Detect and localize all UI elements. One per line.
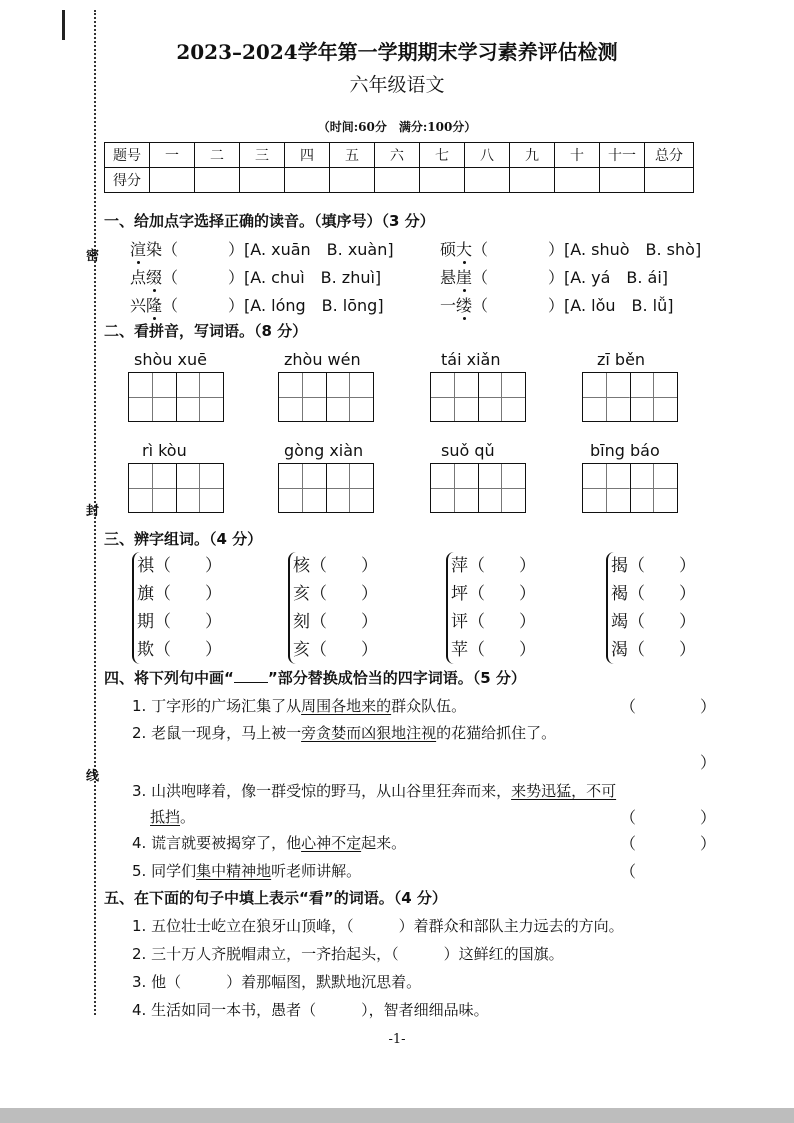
- s4-underlined: 周围各地来的: [301, 697, 392, 715]
- pinyin-label: suǒ qǔ: [441, 441, 495, 460]
- score-cell[interactable]: [465, 168, 510, 193]
- s1-options: ）[A. chuì B. zhuì]: [228, 268, 382, 287]
- answer-paren-close: ）: [700, 753, 717, 772]
- score-header-cell: 七: [420, 143, 465, 168]
- s1-item-2: [440, 237, 701, 260]
- writing-grid[interactable]: [582, 463, 678, 513]
- pinyin-label: bīng báo: [590, 441, 660, 460]
- s1-post: （: [162, 268, 179, 287]
- writing-grid[interactable]: [278, 463, 374, 513]
- char-item: 竭（ ）: [611, 612, 696, 632]
- s4-heading-part: 四、将下列句中画“: [104, 669, 234, 687]
- answer-paren-open: （: [620, 697, 637, 716]
- char-item: 核（ ）: [293, 556, 378, 576]
- char-group-3: [446, 552, 536, 664]
- s1-item-6: [440, 293, 673, 316]
- score-cell[interactable]: [285, 168, 330, 193]
- char-item: 刻（ ）: [293, 612, 378, 632]
- score-header-cell: 题号: [105, 143, 150, 168]
- score-header-cell: 九: [510, 143, 555, 168]
- page-number: -1-: [388, 1032, 406, 1047]
- score-cell[interactable]: [645, 168, 694, 193]
- answer-paren-open: （: [620, 808, 637, 827]
- score-cell[interactable]: [330, 168, 375, 193]
- s1-item-5: [130, 293, 384, 316]
- section2-heading: 二、看拼音，写词语。（8 分）: [104, 322, 308, 340]
- s4-sentence-4: [132, 832, 406, 853]
- s5-line: 4. 生活如同一本书，愚者（ ），智者细细品味。: [132, 1001, 489, 1019]
- score-header-cell: 二: [195, 143, 240, 168]
- s1-post: （: [472, 240, 489, 259]
- section4-heading: [104, 667, 526, 688]
- score-header-cell: 三: [240, 143, 285, 168]
- score-header-row: [105, 143, 694, 168]
- s1-pre: 悬: [440, 268, 457, 287]
- s4-sentence-2: [132, 722, 556, 743]
- score-header-cell: 六: [375, 143, 420, 168]
- score-cell[interactable]: [240, 168, 285, 193]
- char-item: 苹（ ）: [451, 640, 536, 660]
- s1-post: （: [472, 296, 489, 315]
- score-header-cell: 十: [555, 143, 600, 168]
- pinyin-label: zī běn: [597, 350, 646, 369]
- char-item: 亥（ ）: [293, 584, 378, 604]
- char-item: 评（ ）: [451, 612, 536, 632]
- s4-underlined: 集中精神地: [196, 862, 272, 880]
- s4-underlined: 抵挡: [150, 808, 181, 826]
- char-item: 渴（ ）: [611, 640, 696, 660]
- s4-sentence-3-line2: [150, 806, 195, 827]
- writing-grid[interactable]: [582, 372, 678, 422]
- char-item: 褐（ ）: [611, 584, 696, 604]
- s4-text: 1. 丁字形的广场汇集了从: [132, 697, 302, 715]
- char-group-1: [132, 552, 222, 664]
- s1-item-4: [440, 265, 668, 288]
- s4-text: 群众队伍。: [391, 697, 467, 715]
- bottom-bar: [0, 1108, 794, 1123]
- s4-sentence-1: [132, 695, 466, 716]
- char-item: 亥（ ）: [293, 640, 378, 660]
- pinyin-label: zhòu wén: [284, 350, 361, 369]
- s4-sentence-5: [132, 860, 361, 881]
- char-group-2: [288, 552, 378, 664]
- answer-paren-open: （: [620, 862, 637, 881]
- char-item: 祺（ ）: [137, 556, 222, 576]
- s1-options: ）[A. lóng B. lōng]: [228, 296, 384, 315]
- char-item: 萍（ ）: [451, 556, 536, 576]
- answer-paren-close: ）: [700, 808, 717, 827]
- char-item: 期（ ）: [137, 612, 222, 632]
- s1-post: （: [162, 296, 179, 315]
- s1-options: ）[A. lǒu B. lǚ]: [548, 296, 674, 315]
- s4-text: 5. 同学们: [132, 862, 197, 880]
- score-table: [104, 142, 694, 193]
- s1-dotted-char: 大: [456, 237, 472, 260]
- s1-options: ）[A. shuò B. shò]: [548, 240, 702, 259]
- s1-pre: 一: [440, 296, 457, 315]
- score-cell[interactable]: [600, 168, 645, 193]
- writing-grid[interactable]: [430, 463, 526, 513]
- side-label-feng: 封: [86, 504, 100, 519]
- pinyin-label: tái xiǎn: [441, 350, 501, 369]
- s4-text: 的花猫给抓住了。: [436, 724, 557, 742]
- s4-text: 2. 老鼠一现身，马上被一: [132, 724, 302, 742]
- score-header-cell: 五: [330, 143, 375, 168]
- s1-pre: 硕: [440, 240, 457, 259]
- char-group-4: [606, 552, 696, 664]
- s4-underlined: 心神不定: [301, 834, 362, 852]
- underline-sample: [234, 670, 268, 683]
- char-item: 揭（ ）: [611, 556, 696, 576]
- char-item: 旗（ ）: [137, 584, 222, 604]
- s5-line: 2. 三十万人齐脱帽肃立，一齐抬起头，（ ）这鲜红的国旗。: [132, 945, 564, 963]
- answer-paren-open: （: [620, 834, 637, 853]
- score-cell[interactable]: [195, 168, 240, 193]
- score-cell[interactable]: [375, 168, 420, 193]
- char-item: 欺（ ）: [137, 640, 222, 660]
- s1-dotted-char: 隆: [146, 293, 162, 316]
- score-header-cell: 四: [285, 143, 330, 168]
- s1-post: （: [472, 268, 489, 287]
- answer-paren-close: ）: [700, 697, 717, 716]
- exam-title: 2023–2024学年第一学期期末学习素养评估检测: [176, 40, 618, 64]
- s4-underlined: 旁贪婪而凶狠地注视: [301, 724, 437, 742]
- section1-heading: 一、给加点字选择正确的读音。（填序号）（3 分）: [104, 212, 435, 230]
- s4-sentence-3: [132, 780, 616, 801]
- pinyin-label: rì kòu: [142, 441, 187, 460]
- s5-line: 3. 他（ ）着那幅图，默默地沉思着。: [132, 973, 422, 991]
- s4-underlined: 来势迅猛，不可: [511, 782, 617, 800]
- side-label-xian: 线: [86, 769, 100, 784]
- writing-grid[interactable]: [128, 463, 224, 513]
- char-item: 坪（ ）: [451, 584, 536, 604]
- score-value-row: [105, 168, 694, 193]
- pinyin-label: shòu xuē: [134, 350, 207, 369]
- writing-grid[interactable]: [278, 372, 374, 422]
- section5-heading: 五、在下面的句子中填上表示“看”的词语。（4 分）: [104, 889, 447, 907]
- side-label-mi: 密: [86, 249, 100, 264]
- score-cell[interactable]: [510, 168, 555, 193]
- pinyin-label: gòng xiàn: [284, 441, 364, 460]
- s1-options: ）[A. yá B. ái]: [548, 268, 669, 287]
- s1-options: ）[A. xuān B. xuàn]: [228, 240, 394, 259]
- score-header-cell: 十一: [600, 143, 645, 168]
- exam-info: （时间:60分 满分:100分）: [317, 120, 477, 134]
- answer-paren-close: ）: [700, 834, 717, 853]
- s4-text: 听老师讲解。: [271, 862, 362, 880]
- s1-post: 染（: [146, 240, 179, 259]
- score-header-cell: 总分: [645, 143, 694, 168]
- score-row-label: 得分: [105, 168, 150, 193]
- s4-text: 3. 山洪咆哮着，像一群受惊的野马，从山谷里狂奔而来，: [132, 782, 512, 800]
- score-cell[interactable]: [150, 168, 195, 193]
- score-header-cell: 八: [465, 143, 510, 168]
- score-cell[interactable]: [555, 168, 600, 193]
- writing-grid[interactable]: [128, 372, 224, 422]
- writing-grid[interactable]: [430, 372, 526, 422]
- s1-pre: 兴: [130, 296, 147, 315]
- exam-subtitle: 六年级语文: [349, 74, 445, 96]
- s1-item-3: [130, 265, 381, 288]
- s1-dotted-char: 崖: [456, 265, 472, 288]
- s5-line: 1. 五位壮士屹立在狼牙山顶峰，（ ）着群众和部队主力远去的方向。: [132, 917, 624, 935]
- section3-heading: 三、辨字组词。（4 分）: [104, 530, 263, 548]
- s1-item-1: [130, 237, 394, 260]
- s4-text: 起来。: [361, 834, 407, 852]
- score-cell[interactable]: [420, 168, 465, 193]
- s4-text: 4. 谎言就要被揭穿了，他: [132, 834, 302, 852]
- s1-dotted-char: 渲: [130, 237, 146, 260]
- s4-heading-part: ”部分替换成恰当的四字词语。（5 分）: [267, 669, 526, 687]
- s1-pre: 点: [130, 268, 147, 287]
- score-header-cell: 一: [150, 143, 195, 168]
- s1-dotted-char: 缀: [146, 265, 162, 288]
- s4-text: 。: [180, 808, 196, 826]
- s1-dotted-char: 缕: [456, 293, 472, 316]
